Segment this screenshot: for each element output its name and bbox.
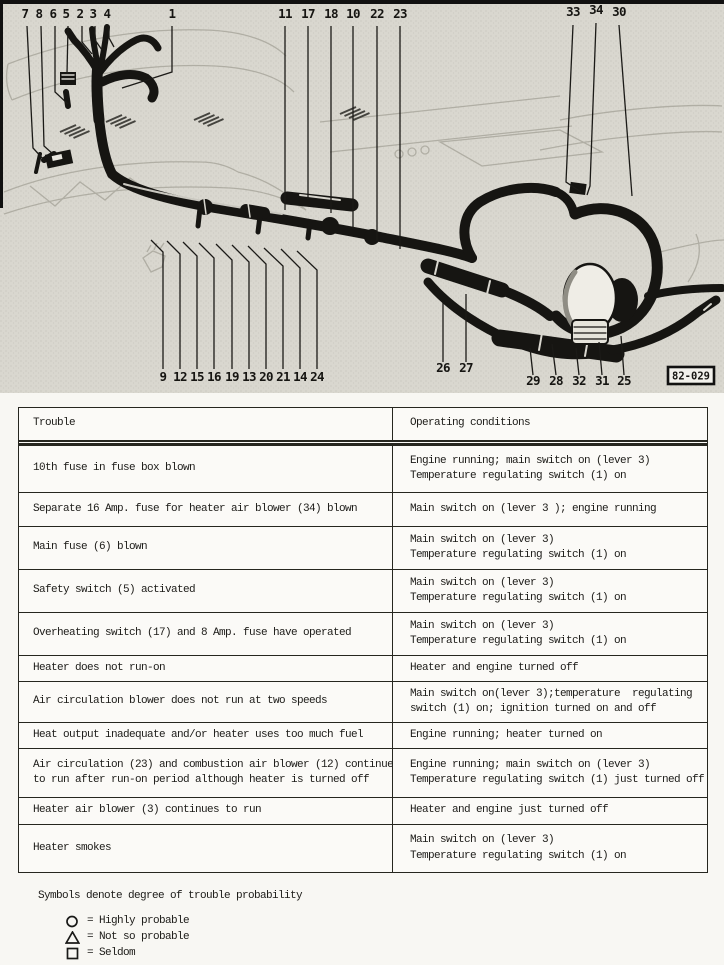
table-row (19, 612, 707, 655)
trouble-cell (19, 723, 393, 748)
conditions-cell-line: Main switch on (lever 3) (410, 533, 555, 546)
trouble-cell-line: Heat output inadequate and/or heater uses too much fuel (33, 728, 364, 741)
callout-6: 6 (49, 6, 57, 21)
callout-22: 22 (370, 6, 384, 21)
trouble-cell (19, 527, 393, 569)
conditions-column-header: Operating conditions (410, 417, 531, 430)
callout-32: 32 (572, 373, 586, 388)
trouble-cell-line: Separate 16 Amp. fuse for heater air blower (34) blown (33, 502, 358, 515)
conditions-cell-line: Heater and engine turned off (410, 661, 579, 674)
callout-18: 18 (324, 6, 338, 21)
legend-title: Symbols denote degree of trouble probability (38, 890, 303, 902)
trouble-table-body (19, 445, 707, 872)
conditions-cell (393, 613, 707, 655)
table-row (19, 655, 707, 681)
trouble-cell (19, 570, 393, 612)
triangle-icon (64, 931, 80, 944)
callout-25: 25 (617, 373, 631, 388)
callout-5: 5 (62, 6, 70, 21)
table-row (19, 748, 707, 797)
conditions-cell-line: Temperature regulating switch (1) on (410, 849, 627, 862)
conditions-cell (393, 527, 707, 569)
callout-33: 33 (566, 4, 580, 19)
trouble-cell (19, 613, 393, 655)
callout-30: 30 (612, 4, 626, 19)
callout-8: 8 (35, 6, 43, 21)
trouble-cell-line: Air circulation blower does not run at two speeds (33, 695, 328, 708)
conditions-cell-line: Engine running; main switch on (lever 3) (410, 758, 651, 771)
trouble-cell (19, 656, 393, 681)
conditions-cell-line: Engine running; main switch on (lever 3) (410, 454, 651, 467)
trouble-cell-line: Main fuse (6) blown (33, 541, 148, 554)
table-row (19, 526, 707, 569)
conditions-cell-line: Temperature regulating switch (1) on (410, 470, 627, 482)
callout-10: 10 (346, 6, 360, 21)
callout-27: 27 (459, 360, 473, 375)
conditions-cell-line: Main switch on (lever 3) (410, 619, 555, 632)
conditions-cell (393, 570, 707, 612)
legend (38, 890, 724, 961)
table-row (19, 492, 707, 526)
conditions-cell-line: Heater and engine just turned off (410, 804, 609, 817)
trouble-table (18, 407, 708, 873)
trouble-cell-line: 10th fuse in fuse box blown (33, 462, 196, 475)
trouble-cell (19, 825, 393, 872)
trouble-cell (19, 682, 393, 722)
square-icon (64, 947, 80, 960)
callout-4: 4 (103, 6, 111, 21)
conditions-cell-line: Main switch on (lever 3) (410, 576, 555, 589)
trouble-cell-line: Heater air blower (3) continues to run (33, 804, 262, 817)
table-row (19, 824, 707, 872)
callout-13: 13 (242, 369, 256, 384)
legend-label: = Highly probable (87, 915, 190, 927)
conditions-cell-line: Temperature regulating switch (1) on (410, 549, 627, 561)
callout-7: 7 (21, 6, 29, 21)
conditions-cell (393, 723, 707, 748)
table-row (19, 797, 707, 824)
trouble-cell (19, 493, 393, 526)
legend-label: = Seldom (87, 947, 136, 959)
conditions-cell-line: Main switch on(lever 3);temperature regulating (410, 687, 693, 700)
trouble-cell (19, 798, 393, 824)
trouble-cell (19, 749, 393, 797)
conditions-cell (393, 825, 707, 872)
legend-item (64, 929, 724, 945)
callout-2: 2 (76, 6, 84, 21)
legend-item (64, 913, 724, 929)
conditions-cell-line: Main switch on (lever 3) (410, 834, 555, 846)
conditions-cell (393, 446, 707, 492)
callout-1: 1 (168, 6, 176, 21)
conditions-cell-line: Temperature regulating switch (1) on (410, 635, 627, 647)
callout-29: 29 (526, 373, 540, 388)
table-row (19, 445, 707, 492)
callout-16: 16 (207, 369, 221, 384)
trouble-cell-line: Overheating switch (17) and 8 Amp. fuse have operated (33, 627, 352, 640)
conditions-cell-line: Main switch on (lever 3 ); engine running (410, 502, 657, 515)
callout-12: 12 (173, 369, 187, 384)
conditions-cell-line: switch (1) on; ignition turned on and off (410, 703, 657, 715)
callout-34: 34 (589, 2, 603, 17)
trouble-column-header: Trouble (19, 408, 393, 440)
conditions-cell-line: Temperature regulating switch (1) just turned off (410, 774, 705, 786)
circle-icon (64, 915, 80, 928)
callout-11: 11 (278, 6, 292, 21)
callout-20: 20 (259, 369, 273, 384)
conditions-cell (393, 749, 710, 797)
table-row (19, 569, 707, 612)
conditions-cell-line: Temperature regulating switch (1) on (410, 592, 627, 604)
callout-17: 17 (301, 6, 315, 21)
table-row (19, 681, 707, 722)
callout-24: 24 (310, 369, 324, 384)
table-header-row (19, 408, 707, 445)
figure-badge (668, 367, 714, 384)
callout-9: 9 (159, 369, 167, 384)
trouble-cell-line: to run after run-on period although heater is turned off (33, 774, 370, 786)
conditions-cell (393, 798, 707, 824)
page-edge-left (0, 0, 3, 208)
trouble-cell (19, 446, 393, 492)
legend-items (64, 913, 724, 961)
callout-28: 28 (549, 373, 563, 388)
callout-15: 15 (190, 369, 204, 384)
conditions-cell (393, 493, 707, 526)
conditions-cell (393, 682, 707, 722)
callout-21: 21 (276, 369, 290, 384)
callout-19: 19 (225, 369, 239, 384)
callout-26: 26 (436, 360, 450, 375)
legend-label: = Not so probable (87, 931, 190, 943)
callout-31: 31 (595, 373, 609, 388)
trouble-cell-line: Heater smokes (33, 841, 112, 854)
conditions-cell (393, 656, 707, 681)
table-row (19, 722, 707, 748)
heater-system-diagram (0, 0, 724, 400)
conditions-cell-line: Engine running; heater turned on (410, 728, 603, 741)
figure-badge-text: 82-029 (672, 370, 710, 383)
trouble-cell-line: Air circulation (23) and combustion air blower (12) continue (33, 758, 394, 771)
callout-23: 23 (393, 6, 407, 21)
trouble-cell-line: Safety switch (5) activated (33, 584, 196, 597)
figure-heater-system (0, 0, 724, 400)
callout-14: 14 (293, 369, 307, 384)
legend-item (64, 945, 724, 961)
callout-3: 3 (89, 6, 97, 21)
trouble-cell-line: Heater does not run-on (33, 661, 166, 674)
